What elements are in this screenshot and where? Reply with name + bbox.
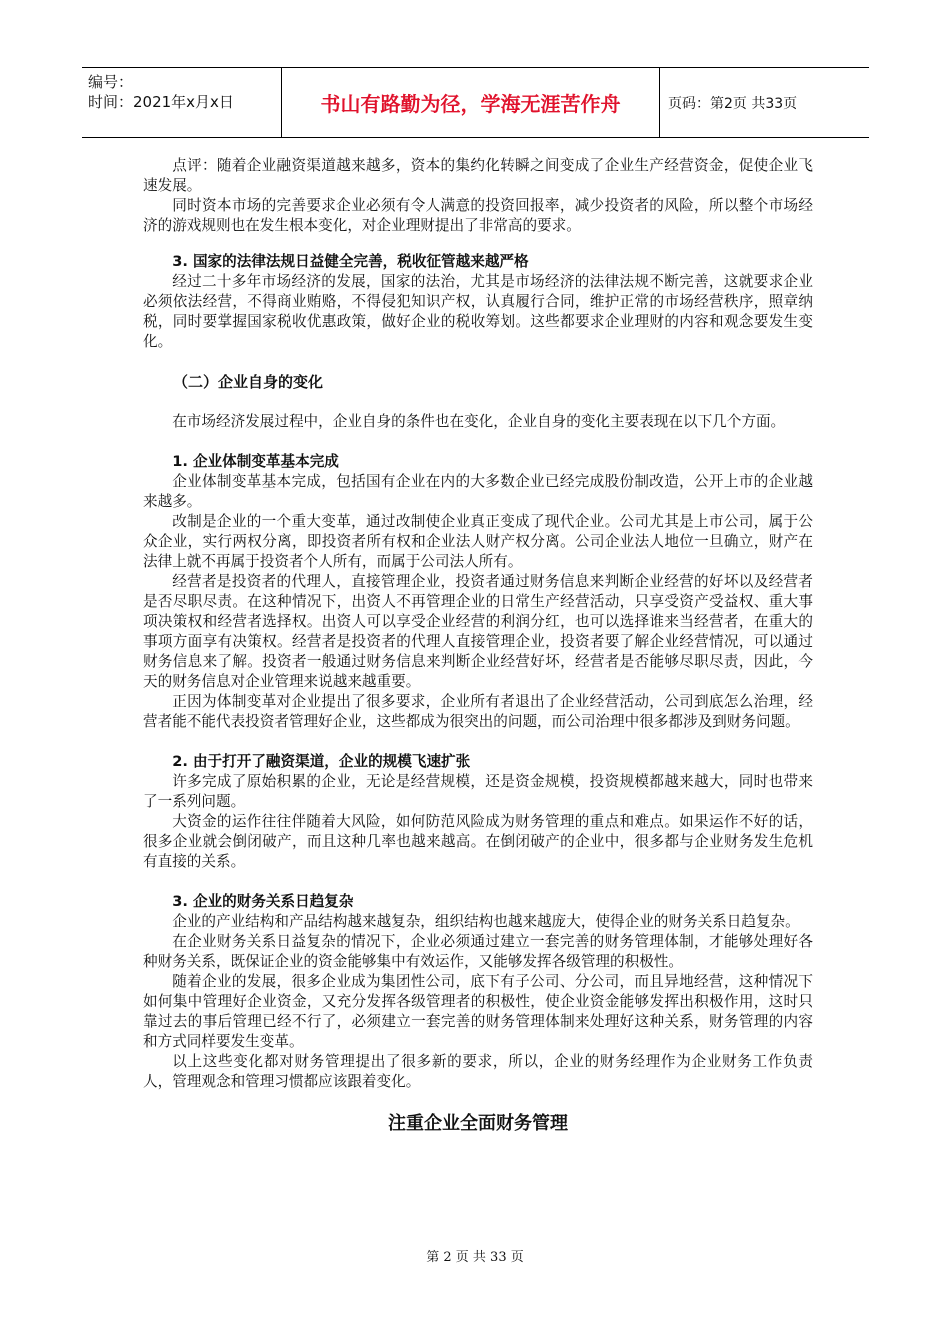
subheading: 3. 企业的财务关系日趋复杂 <box>172 893 354 910</box>
document-body <box>143 156 813 1136</box>
next-section-title: 注重企业全面财务管理 <box>388 1113 568 1134</box>
paragraph: 同时资本市场的完善要求企业必须有令人满意的投资回报率，减少投资者的风险，所以整个市场经济的游戏规则也在发生根本变化，对企业理财提出了非常高的要求。 <box>143 197 813 234</box>
section-heading: （二）企业自身的变化 <box>173 373 324 391</box>
date-label: 时间：2021年x月x日 <box>88 93 234 111</box>
paragraph: 随着企业的发展，很多企业成为集团性公司，底下有子公司、分公司，而且异地经营，这种情况下如何集中管理好企业资金，又充分发挥各级管理者的积极性，使企业资金能够发挥出积极作用，这时只靠过去的事后管理已经不行了，必须建立一套完善的财务管理体制来处理好这种关系，财务管理的内容和方式同样要发生变革。 <box>143 973 813 1050</box>
subheading: 2. 由于打开了融资渠道，企业的规模飞速扩张 <box>172 753 471 770</box>
paragraph: 大资金的运作往往伴随着大风险，如何防范风险成为财务管理的重点和难点。如果运作不好的话，很多企业就会倒闭破产，而且这种几率也越来越高。在倒闭破产的企业中，很多都与企业财务发生危机有直接的关系。 <box>143 813 813 870</box>
paragraph: 在企业财务关系日益复杂的情况下，企业必须通过建立一套完善的财务管理体制，才能够处理好各种财务关系，既保证企业的资金能够集中有效运作，又能够发挥各级管理的积极性。 <box>143 933 813 970</box>
paragraph: 正因为体制变革对企业提出了很多要求，企业所有者退出了企业经营活动，公司到底怎么治理，经营者能不能代表投资者管理好企业，这些都成为很突出的问题，而公司治理中很多都涉及到财务问题。 <box>143 693 813 730</box>
header-meta <box>82 68 282 137</box>
paragraph: 经过二十多年市场经济的发展，国家的法治，尤其是市场经济的法律法规不断完善，这就要求企业必须依法经营，不得商业贿赂，不得侵犯知识产权，认真履行合同，维护正常的市场经营秩序，照章纳税，同时要掌握国家税收优惠政策，做好企业的税收筹划。这些都要求企业理财的内容和观念要发生变化。 <box>143 273 813 350</box>
paragraph: 以上这些变化都对财务管理提出了很多新的要求，所以，企业的财务经理作为企业财务工作负责人，管理观念和管理习惯都应该跟着变化。 <box>143 1053 813 1090</box>
paragraph: 经营者是投资者的代理人，直接管理企业，投资者通过财务信息来判断企业经营的好坏以及经营者是否尽职尽责。在这种情况下，出资人不再管理企业的日常生产经营活动，只享受资产受益权、重大事项决策权和经营者选择权。出资人可以享受企业经营的利润分红，也可以选择谁来当经营者，在重大的事项方面享有决策权。经营者是投资者的代理人直接管理企业，投资者要了解企业经营情况，可以通过财务信息来了解。投资者一般通过财务信息来判断企业经营好坏，经营者是否能够尽职尽责，因此，今天的财务信息对企业管理来说越来越重要。 <box>143 573 813 690</box>
paragraph: 企业的产业结构和产品结构越来越复杂，组织结构也越来越庞大，使得企业的财务关系日趋复杂。 <box>172 913 800 930</box>
paragraph: 在市场经济发展过程中，企业自身的条件也在变化，企业自身的变化主要表现在以下几个方面。 <box>172 413 786 430</box>
header-page-info: 页码：第2页 共33页 <box>668 95 798 112</box>
header-motto: 书山有路勤为径，学海无涯苦作舟 <box>282 68 660 137</box>
page-header <box>82 67 869 138</box>
paragraph: 企业体制变革基本完成，包括国有企业在内的大多数企业已经完成股份制改造，公开上市的企业越来越多。 <box>143 473 813 510</box>
paragraph: 改制是企业的一个重大变革，通过改制使企业真正变成了现代企业。公司尤其是上市公司，属于公众企业，实行两权分离，即投资者所有权和企业法人财产权分离。公司企业法人地位一旦确立，财产在法律上就不再属于投资者个人所有，而属于公司法人所有。 <box>143 513 813 570</box>
subheading: 3. 国家的法律法规日益健全完善，税收征管越来越严格 <box>172 253 529 270</box>
paragraph: 许多完成了原始积累的企业，无论是经营规模，还是资金规模，投资规模都越来越大，同时也带来了一系列问题。 <box>143 773 813 810</box>
number-label: 编号： <box>88 73 134 91</box>
paragraph: 点评：随着企业融资渠道越来越多，资本的集约化转瞬之间变成了企业生产经营资金，促使企业飞速发展。 <box>143 157 813 194</box>
subheading: 1. 企业体制变革基本完成 <box>172 453 339 470</box>
page-footer: 第 2 页 共 33 页 <box>426 1250 524 1265</box>
